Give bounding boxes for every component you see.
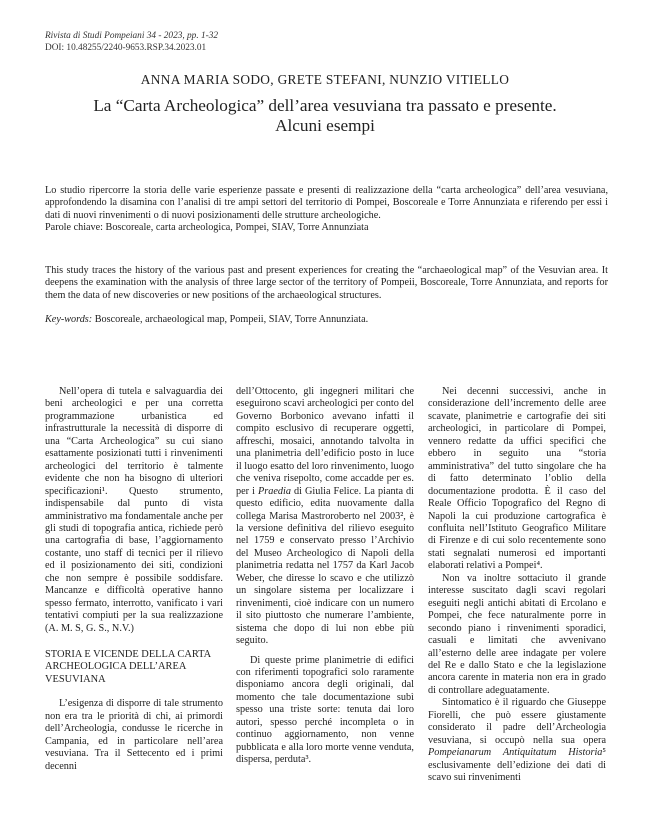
keywords-italian: Parole chiave: Boscoreale, carta archeologica, Pompei, SIAV, Torre Annunziata (45, 222, 369, 234)
paragraph-text: ⁵ esclusivamente dell’edizione dei dati di scavo sui rinvenimenti (428, 747, 606, 784)
journal-citation: Rivista di Studi Pompeiani 34 - 2023, pp. 1-32 (45, 31, 219, 41)
abstract-english-text: This study traces the history of the various past and present experiences for creating the “archaeological map” of the Vesuvian area. It deepens the examination with the analysis of three large sector of the territory of Pompeii, Boscoreale, Torre Annunziata, and reports for them the data of new discoveries or new positions of the archaeological structures. (45, 265, 608, 301)
italic-title: Pompeianarum Antiquitatum Historia (428, 747, 603, 759)
paragraph-text: dell’Ottocento, gli ingegneri militari che eseguirono scavi archeologici per conto del Governo Borbonico avevano infatti il compito esclusivo di recuperare oggetti, affreschi, mosaici, annotando talvolta in una planimetria dell’edificio posto in luce il luogo esatto del loro rinvenimento, luogo che veniva risepolto, come accadde per es. per i (236, 386, 414, 497)
keywords-english-list: Boscoreale, archaeological map, Pompeii, SIAV, Torre Annunziata. (92, 314, 369, 326)
keywords-english (45, 314, 608, 326)
abstract-english (45, 265, 608, 327)
paragraph-interest: Non va inoltre sottaciuto il grande interesse suscitato dagli scavi regolari eseguiti negli antichi abitati di Ercolano e Pompei, che fece naturalmente porre in secondo piano i rinvenimenti sporadici, casuali e limitati che avvenivano all’esterno delle aree indagate per volere del Re e dallo Stato e che la legislazione ancora carente in materia non era in grado di controllare adeguatamente. (428, 572, 606, 696)
article-title (0, 96, 650, 136)
paragraph-later-decades: Nei decenni successivi, anche in considerazione dell’incremento delle aree scavate, planimetrie e cartografie dei siti archeologici, in particolare di Pompei, vennero redatte da uffici specifici che ebbero in seguito una “storia amministrativa” del tutto singolare che ha di fatto determinato l’oblio della documentazione prodotta. È il caso del Reale Officio Topografico del Regno di Napoli la cui produzione cartografica è confluita nell’Istituto Geografico Militare di Firenze e di cui solo recentemente sono stati segnalati numerosi ed importanti elaborati relativi a Pompei⁴. (428, 386, 606, 572)
authors: ANNA MARIA SODO, GRETE STEFANI, NUNZIO VITIELLO (140, 72, 510, 87)
section-heading: STORIA E VICENDE DELLA CARTA ARCHEOLOGICA DELL’AREA VESUVIANA (45, 649, 211, 685)
paragraph-continued (236, 386, 414, 648)
doi: DOI: 10.48255/2240-9653.RSP.34.2023.01 (45, 43, 207, 53)
paragraph-planimetries: Di queste prime planimetrie di edifici con riferimenti topografici solo raramente disponiamo ancora degli originali, dal momento che tale documentazione subì spesso una triste sorte: tenuta dai loro autori, spesso perché incompleta o in continuo aggiornamento, non venne pubblicata e alla loro morte venne venduta, dispersa, perduta³. (236, 654, 414, 766)
body-column-1 (45, 386, 223, 773)
paragraph-history-start: L’esigenza di disporre di tale strumento non era tra le priorità di chi, ai primordi dell’Archeologia, condusse le ricerche in Campania, ed in particolare nell’area vesuviana. Tra il Settecento ed i primi decenni (45, 698, 223, 772)
abstract-italian-text: Lo studio ripercorre la storia delle varie esperienze passate e presenti di realizzazione della “carta archeologica” dell’area vesuviana, approfondendo la disamina con l’analisi di tre ampi settori del territorio di Pompei, Boscoreale e Torre Annunziata e riferendo per essi i dati di nuovi rinvenimenti o di nuovi posizionamenti delle strutture archeologiche. (45, 185, 608, 221)
paragraph-intro: Nell’opera di tutela e salvaguardia dei beni archeologici e per una corretta programmazione urbanistica ed infrastrutturale la necessità di disporre di una “Carta Archeologica” su cui siano esattamente posizionati tutti i rinvenimenti archeologici del territorio è talmente evidente che non ha bisogno di ulteriori specificazioni¹. Questo strumento, indispensabile dal punto di vista amministrativo ma fondamentale anche per gli studi di topografia antica, richiede però una cartografia di base, l’aggiornamento costante, uno staff di tecnici per il rilievo ed il posizionamento dei siti, condizioni che non sempre è possibile soddisfare. Mancanze e difficoltà operative hanno spesso fermato, interrotto, vanificato i vari tentativi compiuti per la sua realizzazione (A. M. S, G. S., N.V.) (45, 386, 223, 634)
paragraph-text: di Giulia Felice. La pianta di questo edificio, edita nuovamente dalla collega Marisa Mastroroberto nel 2003², è la versione definitiva del rilievo eseguito nel 1759 e conservato presso l’Archivio del Museo Archeologico di Napoli della planimetria redatta nel 1757 da Karl Jacob Weber, che diresse lo scavo e che utilizzò un singolare sistema per localizzare i rinvenimenti, cioè indicare con un numero il sito piuttosto che numerare l’ambiente, sistema che dopo di lui non ebbe più seguito. (236, 485, 414, 647)
body-column-3 (428, 386, 606, 785)
journal-header (45, 30, 218, 54)
keywords-label: Key-words: (45, 314, 93, 326)
paragraph-text: Sintomatico è il riguardo che Giuseppe Fiorelli, che può essere giustamente considerato il padre dell’Archeologia vesuviana, si occupò nella sua opera (428, 697, 606, 746)
body-column-2 (236, 386, 414, 767)
abstract-italian (45, 185, 608, 235)
paragraph-fiorelli (428, 697, 606, 784)
title-line-1: La “Carta Archeologica” dell’area vesuviana tra passato e presente. (93, 96, 557, 115)
title-line-2: Alcuni esempi (275, 116, 375, 135)
italic-term: Praedia (257, 485, 291, 497)
